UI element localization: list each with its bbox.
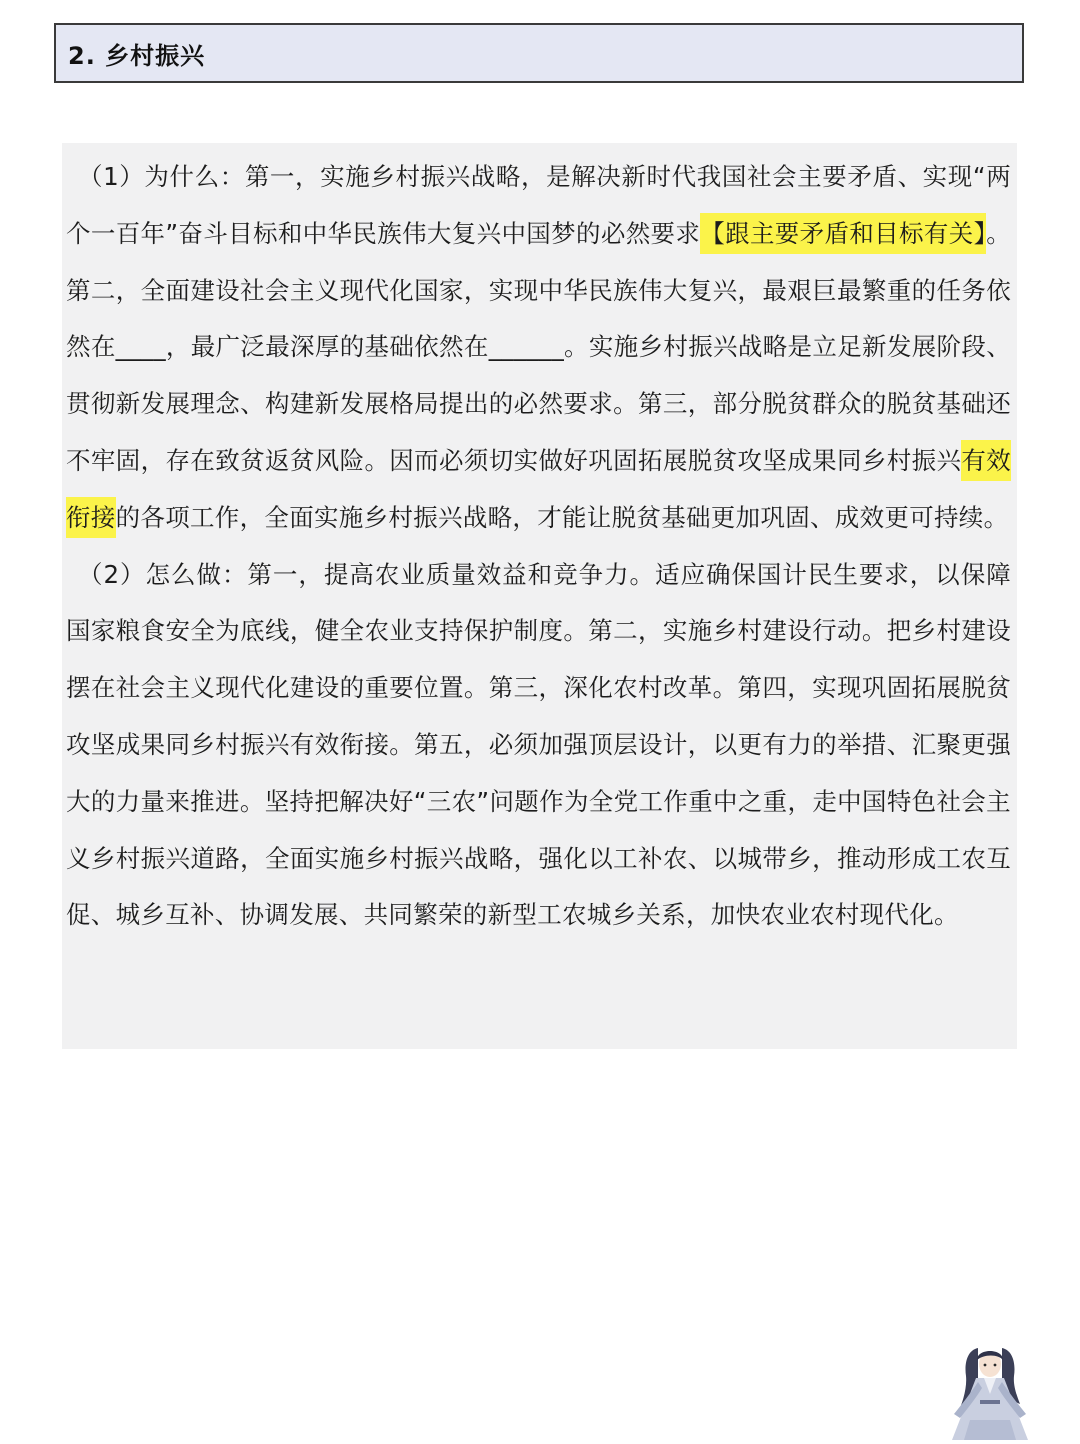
paragraph-how: （2）怎么做：第一，提高农业质量效益和竞争力。适应确保国计民生要求，以保障国家粮食安全为底线，健全农业支持保护制度。第二，实施乡村建设行动。把乡村建设摆在社会主义现代化建设的重要位置。第三，深化农村改革。第四，实现巩固拓展脱贫攻坚成果同乡村振兴有效衔接。第五，必须加强顶层设计，以更有力的举措、汇聚更强大的力量来推进。坚持把解决好“三农”问题作为全党工作重中之重，走中国特色社会主义乡村振兴道路，全面实施乡村振兴战略，强化以工补农、以城带乡，推动形成工农互促、城乡互补、协调发展、共同繁荣的新型工农城乡关系，加快农业农村现代化。 <box>66 559 1011 930</box>
highlight-main-contradiction: 【跟主要矛盾和目标有关】 <box>700 213 986 254</box>
cartoon-figure-icon <box>940 1342 1040 1440</box>
section-title: 2. 乡村振兴 <box>68 41 206 70</box>
content-box <box>62 143 1017 1049</box>
paragraph-why-text-3: 的各项工作，全面实施乡村振兴战略，才能让脱贫基础更加巩固、成效更可持续。 <box>115 502 1009 532</box>
section-header <box>54 23 1024 83</box>
paragraph-why-text-1: （1）为什么：第一，实施乡村振兴战略，是解决新时代我国社会主要矛盾、实现“两个一百年”奋斗目标和中华民族伟大复兴中国梦的必然要求 <box>66 162 1011 248</box>
highlight-effective-connection: 有效衔接 <box>66 440 1011 538</box>
paragraph-why-text-2: 。第二，全面建设社会主义现代化国家，实现中华民族伟大复兴，最艰巨最繁重的任务依然在____，最广泛最深厚的基础依然在______。实施乡村振兴战略是立足新发展阶段、贯彻新发展理念、构建新发展格局提出的必然要求。第三，部分脱贫群众的脱贫基础还不牢固，存在致贫返贫风险。因而必须切实做好巩固拓展脱贫攻坚成果同乡村振兴 <box>66 218 1011 475</box>
paragraph-why <box>66 149 1011 547</box>
